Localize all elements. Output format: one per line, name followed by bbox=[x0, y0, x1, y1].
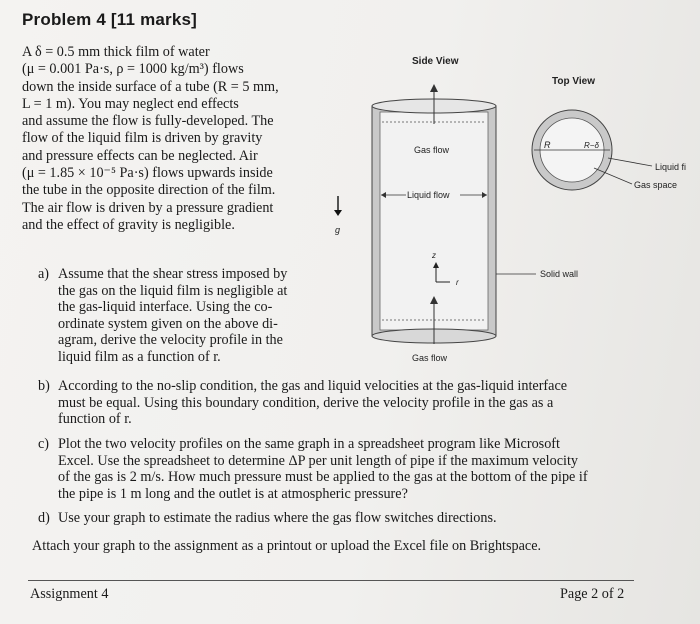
arrowhead bbox=[334, 210, 342, 216]
part-line: of the gas is 2 m/s. How much pressure must be applied to the gas at the bottom of the pipe if bbox=[58, 469, 588, 486]
part-line: agram, derive the velocity profile in the bbox=[58, 332, 283, 349]
part-label: c) bbox=[38, 436, 50, 452]
part-line: According to the no-slip condition, the gas and liquid velocities at the gas-liquid interface bbox=[58, 378, 568, 394]
footer-page-number: Page 2 of 2 bbox=[560, 586, 625, 602]
solid-wall-label: Solid wall bbox=[540, 269, 579, 279]
flow-diagram bbox=[320, 40, 700, 370]
radius-R-delta-label: R−δ bbox=[584, 141, 599, 150]
footer-divider bbox=[28, 580, 634, 581]
r-axis-label: r bbox=[456, 278, 459, 287]
part-c bbox=[38, 436, 668, 502]
intro-line: (μ = 0.001 Pa·s, ρ = 1000 kg/m³) flows bbox=[22, 61, 244, 78]
part-line: function of r. bbox=[58, 411, 132, 428]
gas-flow-bottom-label: Gas flow bbox=[412, 353, 448, 363]
part-line: liquid film as a function of r. bbox=[58, 348, 221, 365]
liquid-flow-label: Liquid flow bbox=[407, 190, 450, 200]
part-a bbox=[38, 266, 328, 366]
intro-line: L = 1 m). You may neglect end effects bbox=[22, 95, 239, 112]
part-label: d) bbox=[38, 510, 50, 526]
top-view-label: Top View bbox=[552, 76, 595, 87]
part-line: the pipe is 1 m long and the outlet is at atmospheric pressure? bbox=[58, 485, 408, 502]
intro-line: (μ = 1.85 × 10⁻⁵ Pa·s) flows upwards inside bbox=[22, 165, 273, 182]
arrowhead bbox=[430, 84, 438, 92]
part-line: the gas on the liquid film is negligible at bbox=[58, 282, 288, 299]
problem-title: Problem 4 [11 marks] bbox=[22, 10, 198, 29]
attach-instruction: Attach your graph to the assignment as a printout or upload the Excel file on Brightspace. bbox=[32, 538, 542, 554]
part-label: a) bbox=[38, 266, 50, 282]
part-line: Assume that the shear stress imposed by bbox=[58, 266, 288, 282]
part-line: Plot the two velocity profiles on the same graph in a spreadsheet program like Microsoft bbox=[58, 436, 560, 452]
part-line: Excel. Use the spreadsheet to determine ΔP per unit length of pipe if the maximum velocity bbox=[58, 452, 578, 469]
radius-R-label: R bbox=[544, 140, 551, 150]
part-b bbox=[38, 378, 658, 428]
part-line: Use your graph to estimate the radius where the gas flow switches directions. bbox=[58, 510, 497, 526]
intro-line: the tube in the opposite direction of the film. bbox=[22, 182, 276, 199]
liquid-film-leader bbox=[608, 158, 652, 166]
gas-flow-top-label: Gas flow bbox=[414, 145, 450, 155]
side-view-label: Side View bbox=[412, 56, 459, 67]
liquid-film-label: Liquid fi bbox=[655, 162, 687, 172]
part-label: b) bbox=[38, 378, 50, 394]
intro-line: flow of the liquid film is driven by gravity bbox=[22, 130, 263, 147]
part-line: must be equal. Using this boundary condition, derive the velocity profile in the gas as a bbox=[58, 394, 554, 411]
part-line: the gas-liquid interface. Using the co- bbox=[58, 299, 273, 316]
part-line: ordinate system given on the above di- bbox=[58, 315, 278, 332]
intro-line: and assume the flow is fully-developed. The bbox=[22, 113, 274, 130]
intro-line: A δ = 0.5 mm thick film of water bbox=[22, 44, 210, 60]
z-axis-label: z bbox=[432, 251, 436, 260]
intro-line: The air flow is driven by a pressure gradient bbox=[22, 199, 274, 216]
intro-line: down the inside surface of a tube (R = 5 mm, bbox=[22, 78, 279, 95]
intro-line: and the effect of gravity is negligible. bbox=[22, 216, 235, 233]
gravity-label: g bbox=[335, 225, 341, 235]
footer-assignment: Assignment 4 bbox=[30, 586, 109, 602]
intro-line: and pressure effects can be neglected. Air bbox=[22, 147, 258, 164]
part-d bbox=[38, 510, 658, 527]
gas-space-label: Gas space bbox=[634, 180, 678, 190]
problem-intro bbox=[22, 44, 317, 234]
